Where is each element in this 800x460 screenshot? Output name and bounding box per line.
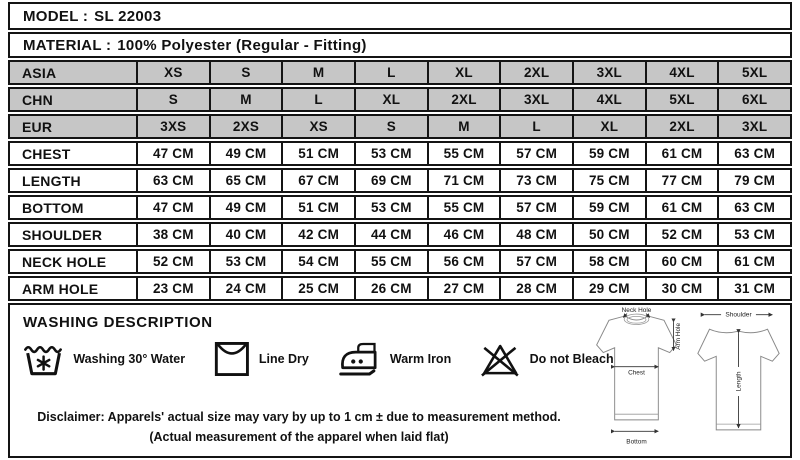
table-cell: 57 CM (499, 251, 572, 272)
model-value: SL 22003 (94, 7, 162, 25)
material-value: 100% Polyester (Regular - Fitting) (117, 36, 367, 54)
table-cell: 51 CM (281, 197, 354, 218)
wash-item-label: Washing 30° Water (73, 352, 186, 366)
table-cell: 63 CM (717, 143, 790, 164)
back-length-label: Length (735, 371, 743, 392)
table-cell: 47 CM (136, 197, 209, 218)
model-label: MODEL : (23, 7, 89, 25)
do-not-bleach-icon (479, 339, 521, 379)
table-cell: 73 CM (499, 170, 572, 191)
table-cell: 53 CM (354, 197, 427, 218)
table-cell: 57 CM (499, 197, 572, 218)
table-cell: 57 CM (499, 143, 572, 164)
row-label: NECK HOLE (22, 253, 107, 270)
table-cell: XS (281, 116, 354, 137)
table-cell: 59 CM (572, 197, 645, 218)
table-cell: 3XL (499, 89, 572, 110)
front-chest-label: Chest (628, 369, 645, 377)
table-cell: 52 CM (645, 224, 718, 245)
table-cell: 55 CM (427, 197, 500, 218)
table-cell: 67 CM (281, 170, 354, 191)
disclaimer-line1: Disclaimer: Apparels' actual size may vary by up to 1 cm ± due to measurement method. (37, 410, 561, 424)
table-cell: XL (427, 62, 500, 83)
table-cell: 5XL (645, 89, 718, 110)
row-label: ARM HOLE (22, 280, 99, 297)
table-cell: 58 CM (572, 251, 645, 272)
measure-row-chest (8, 141, 792, 166)
table-cell: 38 CM (136, 224, 209, 245)
material-row (8, 32, 792, 58)
measure-row-length (8, 168, 792, 193)
table-cell: 54 CM (281, 251, 354, 272)
table-cell: 40 CM (209, 224, 282, 245)
table-cell: 31 CM (717, 278, 790, 299)
table-cell: 59 CM (572, 143, 645, 164)
material-label: MATERIAL : (23, 36, 112, 54)
model-row (8, 2, 792, 30)
row-label: CHEST (22, 145, 71, 162)
warm-iron-icon (337, 339, 382, 379)
table-cell: 60 CM (645, 251, 718, 272)
size-row-asia (8, 60, 792, 85)
shirt-measurement-diagrams (589, 306, 787, 457)
table-cell: 25 CM (281, 278, 354, 299)
table-cell: 71 CM (427, 170, 500, 191)
row-label: SHOULDER (22, 226, 103, 243)
table-cell: 3XL (572, 62, 645, 83)
table-cell: 50 CM (572, 224, 645, 245)
table-cell: S (354, 116, 427, 137)
table-cell: 61 CM (645, 143, 718, 164)
table-cell: 75 CM (572, 170, 645, 191)
size-chart-table (8, 2, 792, 301)
back-shoulder-label: Shoulder (725, 311, 752, 319)
line-dry-icon (213, 339, 251, 379)
table-cell: 69 CM (354, 170, 427, 191)
table-cell: 51 CM (281, 143, 354, 164)
table-cell: 29 CM (572, 278, 645, 299)
table-cell: 53 CM (354, 143, 427, 164)
table-cell: 2XL (645, 116, 718, 137)
wash-item-line-dry (213, 339, 309, 379)
washing-tub-30-icon (23, 339, 65, 379)
table-cell: 48 CM (499, 224, 572, 245)
size-row-eur (8, 114, 792, 139)
table-cell: 55 CM (354, 251, 427, 272)
table-cell: 30 CM (645, 278, 718, 299)
shirt-front-diagram (589, 306, 684, 455)
table-cell: L (499, 116, 572, 137)
disclaimer-text (10, 407, 588, 447)
table-cell: S (136, 89, 209, 110)
table-cell: 61 CM (717, 251, 790, 272)
table-cell: 53 CM (717, 224, 790, 245)
table-cell: 2XS (209, 116, 282, 137)
table-cell: 52 CM (136, 251, 209, 272)
table-cell: 56 CM (427, 251, 500, 272)
wash-item-warm-iron (337, 339, 451, 379)
table-cell: 44 CM (354, 224, 427, 245)
table-cell: M (281, 62, 354, 83)
table-cell: L (354, 62, 427, 83)
table-cell: 49 CM (209, 143, 282, 164)
table-cell: 77 CM (645, 170, 718, 191)
wash-item-label: Line Dry (258, 352, 309, 366)
table-cell: M (209, 89, 282, 110)
measure-row-neck-hole (8, 249, 792, 274)
row-label: BOTTOM (22, 199, 84, 216)
table-cell: 47 CM (136, 143, 209, 164)
size-row-chn (8, 87, 792, 112)
table-cell: L (281, 89, 354, 110)
table-cell: XL (572, 116, 645, 137)
measure-row-arm-hole (8, 276, 792, 301)
front-neck-hole-label: Neck Hole (621, 307, 652, 315)
row-label: ASIA (22, 64, 57, 81)
shirt-back-diagram (690, 306, 787, 457)
table-cell: 4XL (572, 89, 645, 110)
table-cell: 28 CM (499, 278, 572, 299)
table-cell: 24 CM (209, 278, 282, 299)
disclaimer-line2: (Actual measurement of the apparel when laid flat) (149, 430, 449, 444)
table-cell: XS (136, 62, 209, 83)
row-label: CHN (22, 91, 53, 108)
table-cell: 4XL (645, 62, 718, 83)
table-cell: XL (354, 89, 427, 110)
table-cell: 61 CM (645, 197, 718, 218)
table-cell: 3XL (717, 116, 790, 137)
table-cell: S (209, 62, 282, 83)
front-bottom-label: Bottom (626, 438, 647, 446)
row-label: EUR (22, 118, 53, 135)
table-cell: 55 CM (427, 143, 500, 164)
table-cell: 23 CM (136, 278, 209, 299)
table-cell: 3XS (136, 116, 209, 137)
table-cell: 65 CM (209, 170, 282, 191)
table-cell: 49 CM (209, 197, 282, 218)
table-cell: 42 CM (281, 224, 354, 245)
table-cell: 2XL (499, 62, 572, 83)
table-cell: 5XL (717, 62, 790, 83)
wash-item-label: Warm Iron (389, 352, 452, 366)
table-cell: 2XL (427, 89, 500, 110)
table-cell: 53 CM (209, 251, 282, 272)
table-cell: 63 CM (717, 197, 790, 218)
measure-row-shoulder (8, 222, 792, 247)
wash-item-label: Do not Bleach (529, 352, 614, 366)
washing-icons-row (23, 339, 642, 379)
front-arm-hole-label: Arm Hole (675, 322, 683, 350)
measure-row-bottom (8, 195, 792, 220)
table-cell: 6XL (717, 89, 790, 110)
row-label: LENGTH (22, 172, 81, 189)
table-cell: M (427, 116, 500, 137)
table-cell: 79 CM (717, 170, 790, 191)
table-cell: 27 CM (427, 278, 500, 299)
table-cell: 46 CM (427, 224, 500, 245)
wash-item-washing-tub-30 (23, 339, 185, 379)
table-cell: 63 CM (136, 170, 209, 191)
washing-description-title: WASHING DESCRIPTION (23, 314, 213, 331)
table-cell: 26 CM (354, 278, 427, 299)
care-and-diagram-panel (8, 303, 792, 458)
